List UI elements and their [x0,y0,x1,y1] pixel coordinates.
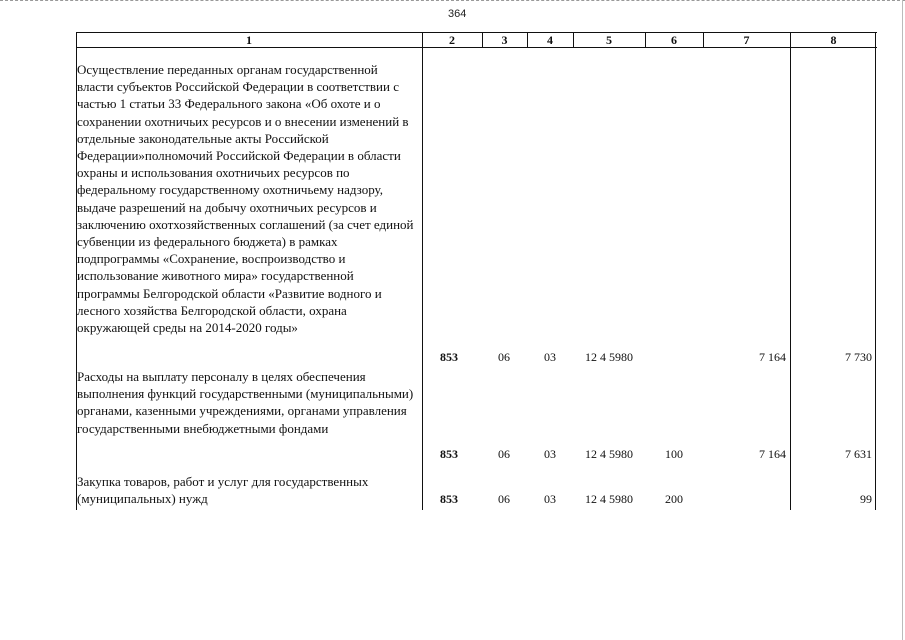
column-divider [875,32,876,510]
column-divider [527,32,528,48]
column-divider [790,32,791,510]
row-3-subsection: 03 [544,492,556,506]
column-divider [482,32,483,48]
row-1-subsection: 03 [544,350,556,364]
row-2-ministry: 853 [440,447,458,461]
column-divider [703,32,704,48]
header-col-2: 2 [449,33,455,47]
row-1-description: Осуществление переданных органам государственной власти субъектов Российской Федерации в соответствии с частью 1 статьи 33 Федерального закона «Об охоте и о сохранении охотничьих ресурсов и о внесении изменений в отдельные законодательные акты Российской Федерации»полномочий Российской Федерации в области охраны и использования охотничьих ресурсов по федеральному государственному охотничьему надзору, выдаче разрешений на добычу охотничьих ресурсов и заключению охотхозяйственных соглашений (за счет единой субвенции из федерального бюджета) в рамках подпрограммы «Сохранение, воспроизводство и использование животного мира» государственной программы Белгородской области «Развитие водного и лесного хозяйства Белгородской области, охрана окружающей среды на 2014-2020 годы» [77,62,414,336]
row-2-subsection: 03 [544,447,556,461]
row-1-vid [645,350,703,364]
row-2-section: 06 [498,447,510,461]
page-number: 364 [448,8,467,20]
row-2-vid: 100 [665,447,683,461]
row-1-sum-1: 7 164 [759,350,786,364]
header-col-8: 8 [830,33,837,47]
budget-table [76,32,877,510]
header-col-6: 6 [671,33,677,47]
row-3-description: Закупка товаров, работ и услуг для государственных (муниципальных) нужд [77,474,369,507]
row-1-target: 12 4 5980 [585,350,633,364]
row-1-ministry: 853 [440,350,458,364]
row-3-target: 12 4 5980 [585,492,633,506]
header-col-3: 3 [501,33,508,47]
column-divider [573,32,574,48]
header-col-7: 7 [743,33,750,47]
top-border-rule [0,0,905,1]
row-2-target: 12 4 5980 [585,447,633,461]
table-header-row [76,32,877,48]
right-edge-rule [902,0,903,640]
row-1-sum-2: 7 730 [845,350,872,364]
row-2-sum-1: 7 164 [759,447,786,461]
row-2-description: Расходы на выплату персоналу в целях обеспечения выполнения функций государственными (муниципальными) органами, казенными учреждениями, органами управления государственными внебюджетными фондами [77,369,414,436]
column-divider [422,32,423,510]
row-3-vid: 200 [665,492,683,506]
header-col-4: 4 [547,33,553,47]
row-3-ministry: 853 [440,492,458,506]
row-3-section: 06 [498,492,510,506]
row-1-section: 06 [498,350,510,364]
row-3-sum-1 [703,492,786,506]
header-col-5: 5 [606,33,612,47]
row-2-sum-2: 7 631 [845,447,872,461]
column-divider [645,32,646,48]
row-3-sum-2: 99 [860,492,872,506]
header-col-1: 1 [246,33,252,47]
